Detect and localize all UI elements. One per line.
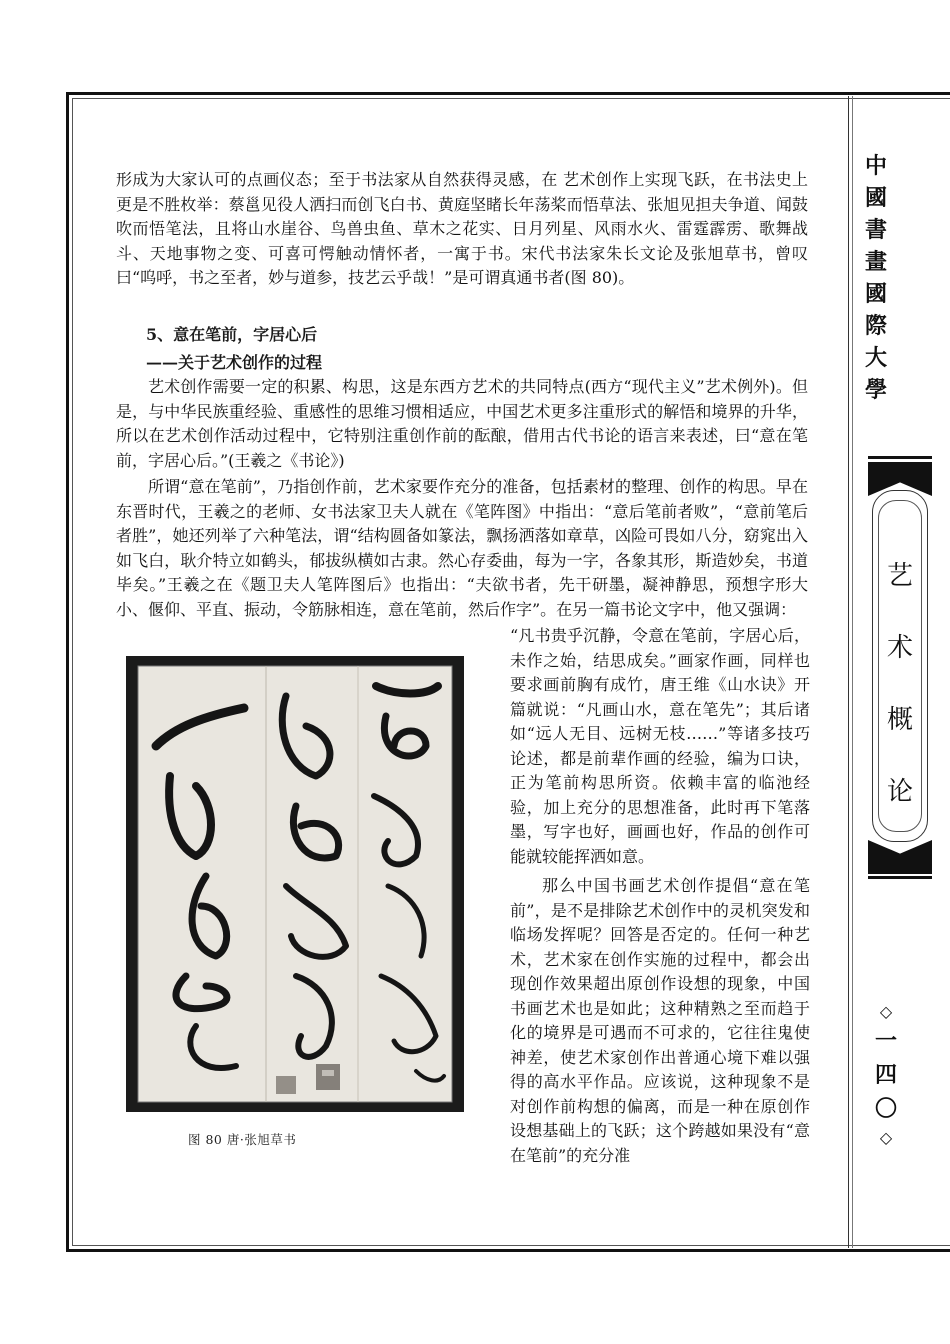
side-divider <box>848 96 849 1248</box>
page-number <box>866 1000 906 1150</box>
page-number-digit: 一 <box>874 1028 897 1054</box>
section-heading: 5、意在笔前，字居心后 <box>146 325 318 344</box>
university-title <box>862 150 890 406</box>
intro-paragraph: 形成为大家认可的点画仪态；至于书法家从自然获得灵感，在 艺术创作上实现飞跃，在书法史上更是不胜枚举：蔡邕见役人洒扫而创飞白书、黄庭坚睹长年荡桨而悟草法、张旭见担夫争道、闻鼓吹而悟笔法，且将山水崖谷、鸟兽虫鱼、草木之花实、日月列星、风雨水火、雷霆霹雳、歌舞战斗、天地事物之变、可喜可愕触动情怀者，一寓于书。宋代书法家朱长文论及张旭草书，曾叹曰“呜呼，书之至者，妙与道参，技艺云乎哉！”是可谓真通书者(图 80)。 <box>116 170 808 287</box>
university-char: 際 <box>864 313 887 339</box>
university-char: 中 <box>864 153 887 179</box>
side-divider-inner <box>852 96 853 1248</box>
paragraph-1: 艺术创作需要一定的积累、构思，这是东西方艺术的共同特点(西方“现代主义”艺术例外)。但是，与中华民族重经验、重感性的思维习惯相适应，中国艺术更多注重形式的解悟和境界的升华，所以在艺术创作活动过程中，它特别注重创作前的酝酿，借用古代书论的语言来表述，曰“意在笔前，字居心后。”(王羲之《书论》) <box>116 377 808 470</box>
page-number-digit: 四 <box>874 1062 897 1088</box>
university-char: 書 <box>864 217 887 243</box>
paragraph-2: 所谓“意在笔前”，乃指创作前，艺术家要作充分的准备，包括素材的整理、创作的构思。早在东晋时代，王羲之的老师、女书法家卫夫人就在《笔阵图》中指出：“意后笔前者败”，“意前笔后者胜”，她还列举了六种笔法，谓“结构圆备如篆法，飘扬洒落如章草，凶险可畏如八分，窈窕出入如飞白，耿介特立如鹤头，郁拔纵横如古隶。然心存委曲，每为一字，各象其形，斯造妙矣，书道毕矣。”王羲之在《题卫夫人笔阵图后》也指出：“夫欲书者，先干研墨，凝神静思，预想字形大小、偃仰、平直、振动，令筋脉相连，意在笔前，然后作字”。在另一篇书论文字中，他又强调： <box>116 477 808 619</box>
column-paragraph-1: “凡书贵乎沉静，令意在笔前，字居心后，未作之始，结思成矣。”画家作画，同样也要求画前胸有成竹，唐王维《山水诀》开篇就说：“凡画山水，意在笔先”；其后诸如“远人无目、远树无枝……”等诸多技巧论述，都是前辈作画的经验，编为口诀，正为笔前构思所资。依赖丰富的临池经验，加上充分的思想准备，此时再下笔落墨，写字也好，画画也好，作品的创作可能就较能挥洒如意。 <box>510 626 810 866</box>
university-char: 大 <box>864 345 887 371</box>
cartouche-top-rule <box>868 456 932 459</box>
section-char: 概 <box>886 705 913 735</box>
section-char: 术 <box>886 633 913 663</box>
calligraphy-illustration <box>126 656 464 1112</box>
cartouche-bottom-rule <box>868 876 932 879</box>
university-char: 學 <box>864 377 887 403</box>
page-number-digit: 〇 <box>874 1096 897 1122</box>
section-subheading: ——关于艺术创作的过程 <box>146 353 323 372</box>
university-char: 畫 <box>864 249 887 275</box>
diamond-ornament: ◇ <box>879 1128 893 1147</box>
diamond-ornament: ◇ <box>879 1002 893 1021</box>
calligraphy-image <box>126 656 464 1112</box>
section-char: 艺 <box>886 561 913 591</box>
university-char: 國 <box>864 185 887 211</box>
university-char: 國 <box>864 281 887 307</box>
column-paragraph-2: 那么中国书画艺术创作提倡“意在笔前”，是不是排除艺术创作中的灵机突发和临场发挥呢？回答是否定的。任何一种艺术，艺术家在创作实施的过程中，都会出现创作效果超出原创作设想的现象，中国书画艺术也是如此；这种精熟之至而趋于化的境界是可遇而不可求的，它往往鬼使神差，使艺术家创作出普通心境下难以强得的高水平作品。应该说，这种现象不是对创作前构想的偏离，而是一种在原创作设想基础上的飞跃；这个跨越如果没有“意在笔前”的充分准 <box>510 876 810 1165</box>
section-title <box>878 540 922 828</box>
figure-caption: 图 80 唐·张旭草书 <box>188 1132 297 1147</box>
section-char: 论 <box>886 777 913 807</box>
